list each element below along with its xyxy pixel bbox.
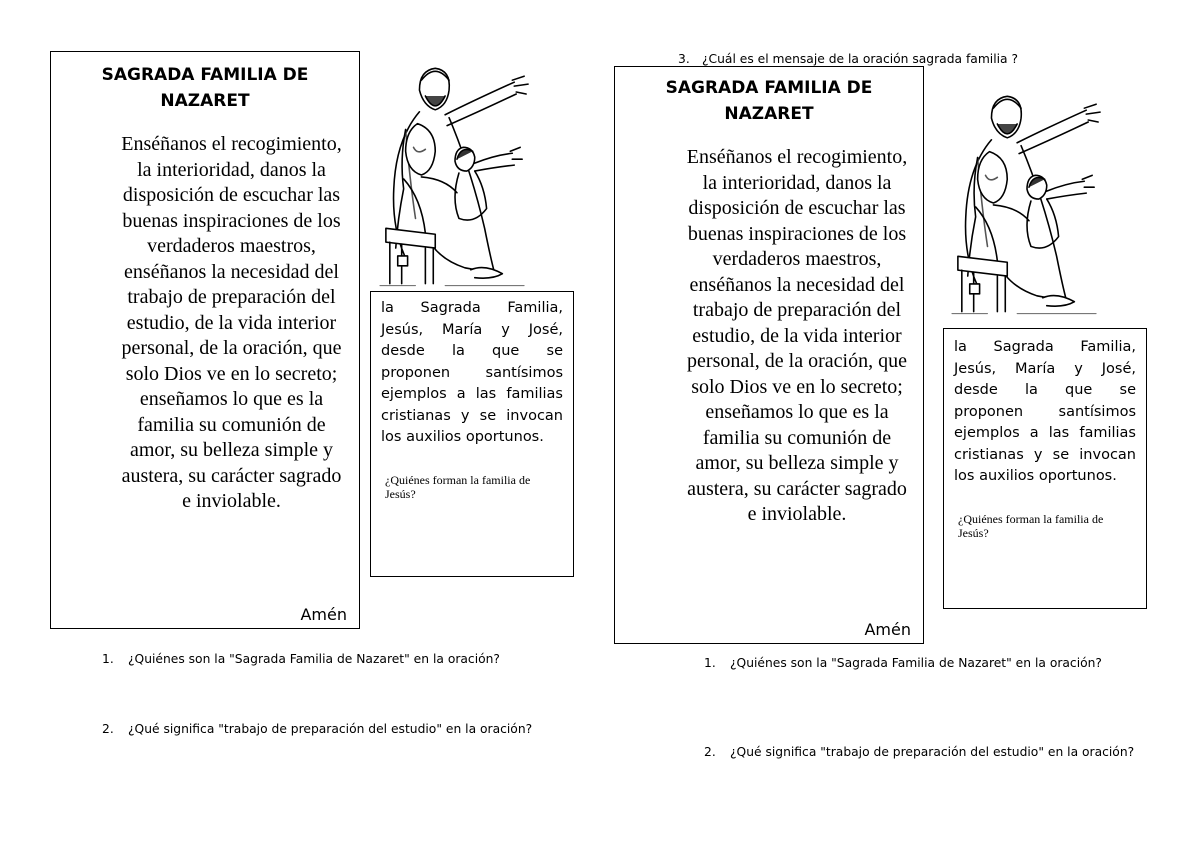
right-prayer-body: Enséñanos el recogimiento, la interioridad, danos la disposición de escuchar las buenas inspiraciones de los verdaderos maestros, enséñanos la necesidad del trabajo de preparación del estudio, de la vida interior personal, de la oración, que solo Dios ve en lo secreto; enseñamos lo que es la familia su comunión de amor, su belleza simple y austera, su carácter sagrado e inviolable.: [686, 146, 908, 525]
right-question-3-number: 3.: [678, 52, 690, 66]
left-question-1-text: ¿Quiénes son la "Sagrada Familia de Nazaret" en la oración?: [128, 652, 500, 666]
right-question-1: [704, 656, 1148, 690]
left-info-text: la Sagrada Familia, Jesús, María y José, desde la que se proponen santísimos ejemplos a las familias cristianas y se invocan los auxilios oportunos.: [381, 300, 563, 445]
right-prayer-box: [614, 66, 924, 644]
left-holy-family-illustration-icon: [376, 58, 534, 290]
right-question-1-text: ¿Quiénes son la "Sagrada Familia de Nazaret" en la oración?: [730, 656, 1102, 670]
right-holy-family-illustration-icon: [948, 86, 1106, 318]
right-info-box: [943, 328, 1147, 609]
left-question-2-text: ¿Qué significa "trabajo de preparación del estudio" en la oración?: [128, 722, 533, 736]
left-info-box: [370, 291, 574, 577]
left-prayer-body: Enséñanos el recogimiento, la interioridad, danos la disposición de escuchar las buenas inspiraciones de los verdaderos maestros, enséñanos la necesidad del trabajo de preparación del estudio, de la vida interior personal, de la oración, que solo Dios ve en lo secreto; enseñamos lo que es la familia su comunión de amor, su belleza simple y austera, su carácter sagrado e inviolable.: [121, 133, 342, 512]
left-question-1: [102, 652, 582, 672]
left-info-question: ¿Quiénes forman la familia de Jesús?: [385, 472, 531, 501]
right-question-2-number: 2.: [704, 745, 716, 759]
right-question-3-text: ¿Cuál es el mensaje de la oración sagrada familia ?: [702, 52, 1019, 66]
left-question-2-number: 2.: [102, 722, 114, 736]
left-prayer-amen: Amén: [300, 605, 347, 624]
right-prayer-amen: Amén: [864, 620, 911, 639]
left-prayer-title: SAGRADA FAMILIA DE NAZARET: [101, 65, 309, 111]
right-info-question: ¿Quiénes forman la familia de Jesús?: [958, 511, 1104, 540]
right-info-text: la Sagrada Familia, Jesús, María y José, desde la que se proponen santísimos ejemplos a las familias cristianas y se invocan los auxilios oportunos.: [954, 339, 1136, 484]
right-question-1-number: 1.: [704, 656, 716, 670]
left-question-2: [102, 722, 578, 758]
left-prayer-box: [50, 51, 360, 629]
right-prayer-title: SAGRADA FAMILIA DE NAZARET: [665, 78, 873, 124]
right-question-2-text: ¿Qué significa "trabajo de preparación del estudio" en la oración?: [730, 745, 1135, 759]
left-question-1-number: 1.: [102, 652, 114, 666]
right-question-2: [704, 745, 1148, 779]
